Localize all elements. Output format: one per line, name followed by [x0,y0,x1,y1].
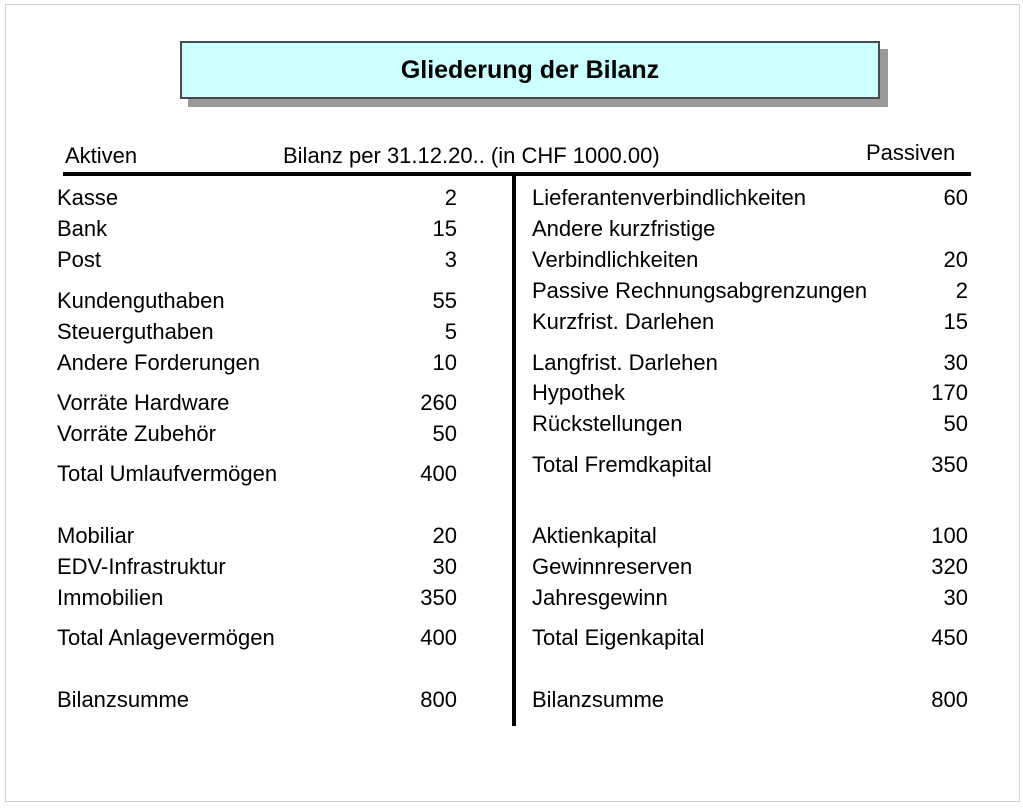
row-value: 30 [432,554,457,579]
passiven-total-row [532,451,968,479]
row-label: Total Fremdkapital [532,452,712,477]
passiven-row [532,349,968,377]
row-value: 170 [931,380,968,405]
row-value: 15 [432,216,457,241]
passiven-row [532,215,968,243]
row-label: Bilanzsumme [57,687,190,712]
row-label: Kasse [57,185,119,210]
passiven-sum-row [532,686,968,714]
header-rule [63,172,971,176]
row-value: 20 [432,523,457,548]
header-passiven: Passiven [866,140,956,165]
aktiven-row [57,215,457,243]
aktiven-row [57,553,457,581]
row-value: 10 [432,350,457,375]
row-value: 450 [931,625,968,650]
row-value: 5 [444,319,457,344]
passiven-row [532,184,968,212]
row-value: 400 [420,625,457,650]
slide [5,4,1020,802]
row-label: Jahresgewinn [532,585,668,610]
row-value: 30 [943,585,968,610]
header-aktiven: Aktiven [65,143,138,168]
passiven-row [532,553,968,581]
row-value: 60 [943,185,968,210]
row-value: 350 [420,585,457,610]
passiven-row [532,277,968,305]
aktiven-row [57,318,457,346]
row-label: Bank [57,216,108,241]
row-label: Andere Forderungen [57,350,261,375]
aktiven-row [57,389,457,417]
row-value: 3 [444,247,457,272]
passiven-row [532,584,968,612]
row-label: Kundenguthaben [57,288,225,313]
row-label: Mobiliar [57,523,135,548]
aktiven-row [57,287,457,315]
row-label: Post [57,247,102,272]
row-label: Immobilien [57,585,164,610]
row-value: 800 [931,687,968,712]
row-value: 2 [444,185,457,210]
row-label: Aktienkapital [532,523,657,548]
row-label: Total Anlagevermögen [57,625,275,650]
page-title: Gliederung der Bilanz [180,41,880,99]
row-label: Gewinnreserven [532,554,693,579]
row-label: Passive Rechnungsabgrenzungen [532,278,868,303]
row-value: 800 [420,687,457,712]
aktiven-row [57,246,457,274]
passiven-row [532,410,968,438]
aktiven-total-row [57,624,457,652]
row-label: Andere kurzfristige [532,216,716,241]
header-balance-date: Bilanz per 31.12.20.. (in CHF 1000.00) [283,143,660,168]
passiven-row [532,246,968,274]
passiven-row [532,522,968,550]
row-value: 55 [432,288,457,313]
row-value: 20 [943,247,968,272]
passiven-row [532,379,968,407]
aktiven-row [57,184,457,212]
row-label: Rückstellungen [532,411,683,436]
row-label: Vorräte Hardware [57,390,230,415]
row-label: Total Umlaufvermögen [57,461,278,486]
aktiven-row [57,420,457,448]
row-label: EDV-Infrastruktur [57,554,226,579]
row-label: Bilanzsumme [532,687,665,712]
row-label: Steuerguthaben [57,319,214,344]
row-label: Langfrist. Darlehen [532,350,718,375]
row-value: 50 [943,411,968,436]
row-value: 260 [420,390,457,415]
row-value: 50 [432,421,457,446]
row-label: Total Eigenkapital [532,625,705,650]
row-value: 100 [931,523,968,548]
row-label: Kurzfrist. Darlehen [532,309,715,334]
passiven-row [532,308,968,336]
aktiven-row [57,349,457,377]
row-value: 400 [420,461,457,486]
row-value: 30 [943,350,968,375]
row-label: Vorräte Zubehör [57,421,216,446]
aktiven-row [57,584,457,612]
column-divider [512,174,516,726]
row-value: 320 [931,554,968,579]
row-label: Hypothek [532,380,625,405]
row-value: 2 [955,278,968,303]
aktiven-total-row [57,460,457,488]
row-label: Lieferantenverbindlichkeiten [532,185,806,210]
aktiven-sum-row [57,686,457,714]
aktiven-row [57,522,457,550]
row-value: 350 [931,452,968,477]
passiven-total-row [532,624,968,652]
row-value: 15 [943,309,968,334]
row-label: Verbindlichkeiten [532,247,699,272]
